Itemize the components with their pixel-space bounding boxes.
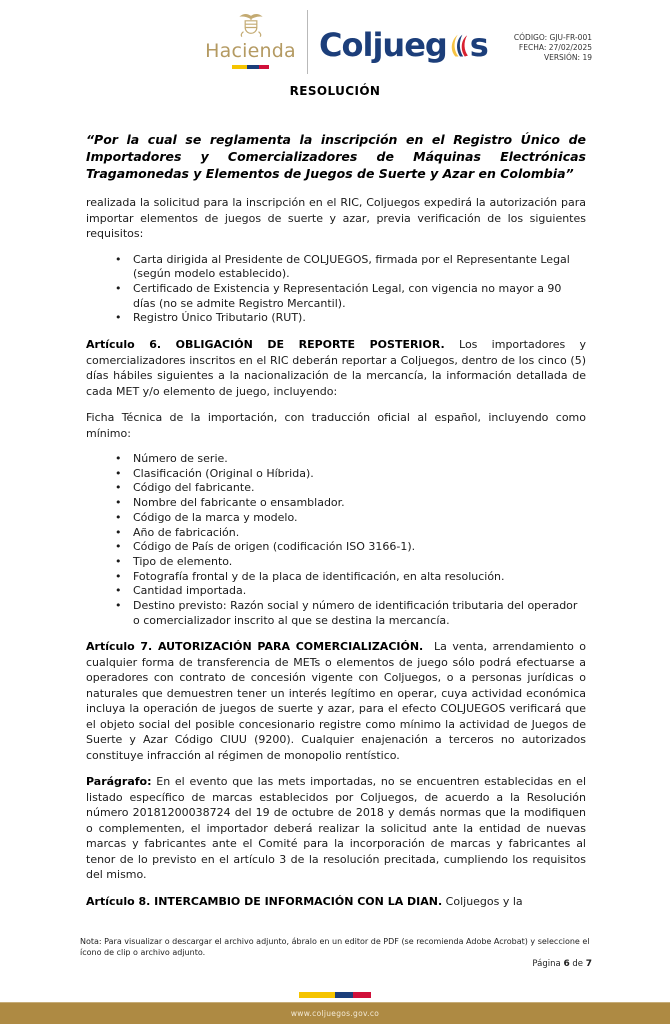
coljuegos-logo (319, 26, 488, 64)
meta-line: VERSIÓN: 19 (543, 53, 592, 62)
page-number (532, 959, 592, 969)
articulo-7-paragraph (86, 639, 586, 763)
list-item: • Clasificación (Original o Híbrida). (115, 467, 586, 482)
colombia-flag-bar-footer (299, 992, 371, 998)
ficha-tecnica-paragraph: Ficha Técnica de la importación, con traducción oficial al español, incluyendo como mínimo: (86, 411, 586, 440)
list-item: • Fotografía frontal y de la placa de identificación, en alta resolución. (115, 570, 586, 585)
page-number-total: 7 (585, 959, 592, 969)
list-item: • Cantidad importada. (115, 584, 586, 599)
list-item: • Tipo de elemento. (115, 555, 586, 570)
paragrafo-paragraph (86, 774, 586, 883)
coljuegos-logo-text-left: Coljueg (319, 26, 447, 64)
footer-note: Nota: Para visualizar o descargar el archivo adjunto, ábralo en un editor de PDF (se recomienda Adobe Acrobat) y seleccione el ícono de clip o archivo adjunto. (80, 937, 590, 957)
articulo-6-paragraph (86, 337, 586, 399)
articulo-8-text: Coljuegos y la (445, 894, 523, 908)
ficha-items-list (86, 452, 586, 628)
list-item: • Certificado de Existencia y Representación Legal, con vigencia no mayor a 90 días (no se admite Registro Mercantil). (115, 282, 586, 311)
list-item: • Registro Único Tributario (RUT). (115, 311, 586, 326)
document-body (86, 131, 586, 920)
articulo-8-paragraph (86, 894, 586, 910)
colombia-flag-bar (232, 65, 270, 69)
meta-line: CÓDIGO: GJU-FR-001 (513, 33, 592, 42)
resolution-subject-title: “Por la cual se reglamenta la inscripción en el Registro Único de Importadores y Comercializadores de Máquinas Electrónicas Tragamonedas y Elementos de Juegos de Suerte y Azar en Colombia” (86, 132, 586, 181)
page-number-label: Página (532, 959, 561, 969)
coljuegos-logo-text-right: s (469, 26, 488, 64)
document-meta (514, 33, 592, 63)
logo-divider (307, 10, 308, 74)
articulo-6-heading: Artículo 6. OBLIGACIÓN DE REPORTE POSTERIOR. (86, 338, 445, 352)
articulo-8-heading: Artículo 8. INTERCAMBIO DE INFORMACIÓN CON LA DIAN. (86, 894, 443, 908)
requisitos-list (86, 253, 586, 327)
list-item: • Carta dirigida al Presidente de COLJUEGOS, firmada por el Representante Legal (según modelo establecido). (115, 253, 586, 282)
articulo-7-text: La venta, arrendamiento o cualquier forma de transferencia de METs o elementos de juego sólo podrá efectuarse a operadores con contrato de concesión vigente con Coljuegos, o a personas jurídicas o naturales que demuestren tener un interés legítimo en operar, cuya actividad económica incluya la operación de juegos de suerte y azar, para el efecto COLJUEGOS verificará que el objeto social del posible concesionario registre como mínimo la actividad de Juegos de Suerte y Azar Código CIUU (9200). Cualquier enajenación a terceros no autorizados constituye infracción al régimen de monopolio rentístico. (86, 640, 587, 762)
website-link[interactable]: www.coljuegos.gov.co (290, 1009, 380, 1018)
list-item: • Año de fabricación. (115, 526, 586, 541)
hacienda-logo (198, 10, 303, 69)
list-item: • Código de País de origen (codificación ISO 3166-1). (115, 540, 586, 555)
paragrafo-text: En el evento que las mets importadas, no se encuentren establecidas en el listado específico de marcas establecidos por Coljuegos, de acuerdo a la Resolución número 20181200038724 del 19 de octubre de 2018 y demás normas que la modifiquen o complementen, el importador deberá realizar la solicitud ante la entidad de nuevas marcas y fabricantes ante el Comité para la incorporación de marcas y fabricantes al tenor de lo previsto en el artículo 3 de la resolución precitada, cumpliendo los requisitos del mismo. (86, 775, 587, 882)
list-item: • Código del fabricante. (115, 481, 586, 496)
paragrafo-heading: Parágrafo: (86, 775, 152, 789)
list-item: • Código de la marca y modelo. (115, 511, 586, 526)
intro-paragraph: realizada la solicitud para la inscripción en el RIC, Coljuegos expedirá la autorización para importar elementos de juegos de suerte y azar, previa verificación de los siguientes requisitos: (86, 196, 586, 240)
hacienda-logo-label: Hacienda (205, 40, 296, 62)
meta-line: FECHA: 27/02/2025 (518, 43, 592, 52)
list-item: • Nombre del fabricante o ensamblador. (115, 496, 586, 511)
page-number-current: 6 (563, 959, 570, 969)
articulo-7-heading: Artículo 7. AUTORIZACIÓN PARA COMERCIALIZACIÓN. (86, 640, 424, 654)
coljuegos-o-icon (448, 28, 469, 53)
footer-gold-bar (0, 1002, 670, 1024)
document-type-title: RESOLUCIÓN (289, 84, 381, 98)
page-number-sep: de (572, 959, 584, 969)
articulo-6-text: Los importadores y comercializadores inscritos en el RIC deberán reportar a Coljuegos, dentro de los cinco (5) días hábiles siguientes a la nacionalización de la mercancía, la información detallada de cada MET y/o elemento de juego, incluyendo: (86, 338, 587, 398)
list-item: • Destino previsto: Razón social y número de identificación tributaria del operador o comercializador inscrito al que se destina la mercancía. (115, 599, 586, 628)
document-header (0, 8, 670, 80)
list-item: • Número de serie. (115, 452, 586, 467)
hacienda-crest-icon (234, 10, 268, 40)
